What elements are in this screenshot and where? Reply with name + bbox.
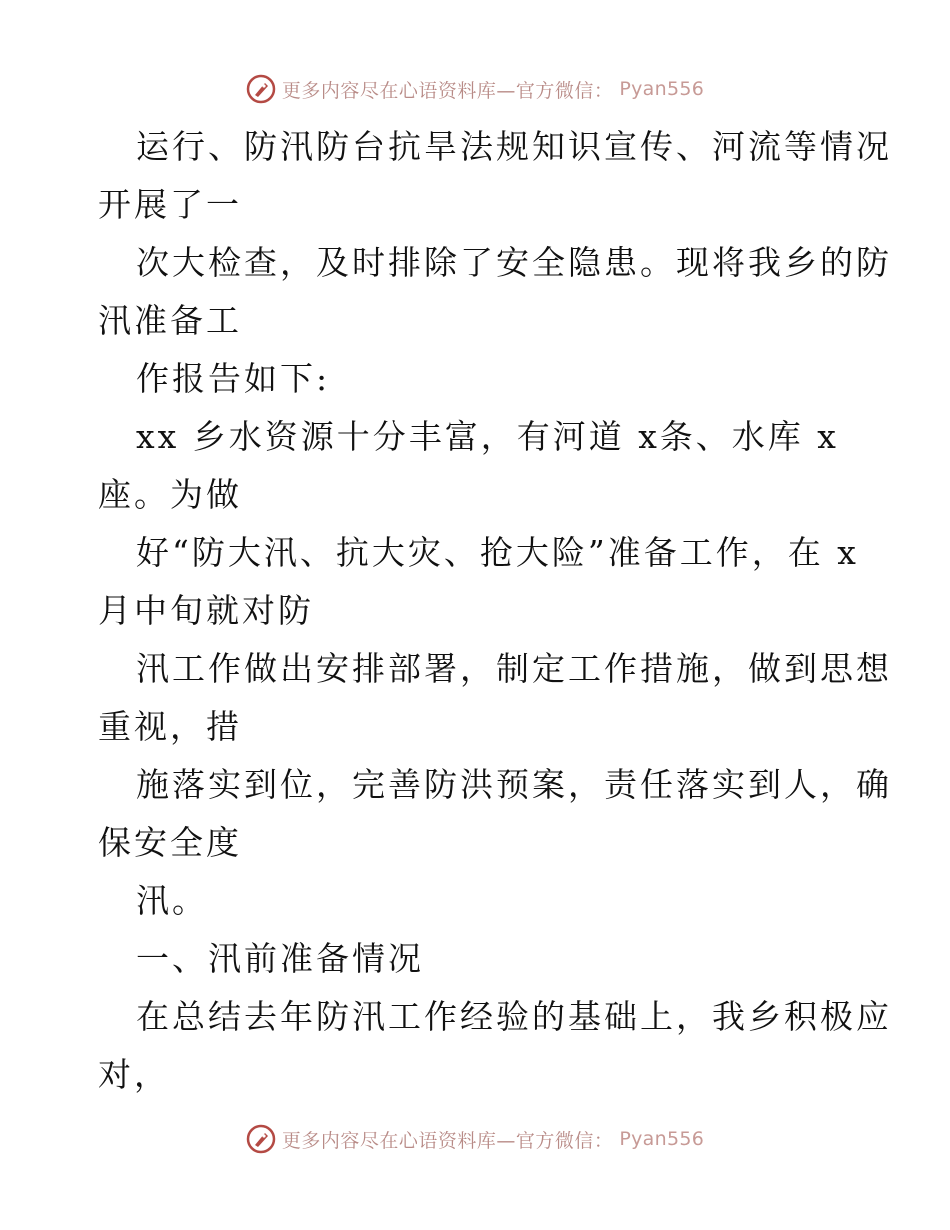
paragraph-line: 对，: [98, 1055, 170, 1094]
document-body: [98, 118, 892, 1104]
paragraph-line: 运行、防汛防台抗旱法规知识宣传、河流等情况: [136, 127, 892, 166]
paragraph-line: 汛准备工: [98, 301, 242, 340]
paragraph-line: 施落实到位，完善防洪预案，责任落实到人，确: [136, 765, 892, 804]
watermark-handle: Pyan556: [619, 78, 705, 100]
watermark-handle: Pyan556: [619, 1128, 705, 1150]
paragraph-line: 座。为做: [98, 475, 242, 514]
paragraph-line: 重视，措: [98, 707, 242, 746]
header-watermark: [0, 74, 950, 104]
paragraph-line: 次大检查，及时排除了安全隐患。现将我乡的防: [136, 243, 892, 282]
paragraph-line: 一、汛前准备情况: [136, 939, 424, 978]
footer-watermark: [0, 1124, 950, 1154]
paragraph-line: 保安全度: [98, 823, 242, 862]
paragraph-line: 汛工作做出安排部署，制定工作措施，做到思想: [136, 649, 892, 688]
watermark-text: 更多内容尽在心语资料库—官方微信：: [281, 79, 614, 102]
paragraph-line: 作报告如下:: [136, 359, 331, 398]
watermark-text: 更多内容尽在心语资料库—官方微信：: [281, 1129, 614, 1152]
paragraph-line: 好“防大汛、抗大灾、抢大险”准备工作，在 x: [136, 533, 859, 572]
paragraph-line: 开展了一: [98, 185, 242, 224]
paragraph-line: 在总结去年防汛工作经验的基础上，我乡积极应: [136, 997, 892, 1036]
paragraph-line: 汛。: [136, 881, 208, 920]
pen-nib-logo-icon: [246, 1124, 276, 1154]
pen-nib-logo-icon: [246, 74, 276, 104]
paragraph-line: xx 乡水资源十分丰富，有河道 x条、水库 x: [136, 417, 839, 456]
paragraph-line: 月中旬就对防: [98, 591, 314, 630]
